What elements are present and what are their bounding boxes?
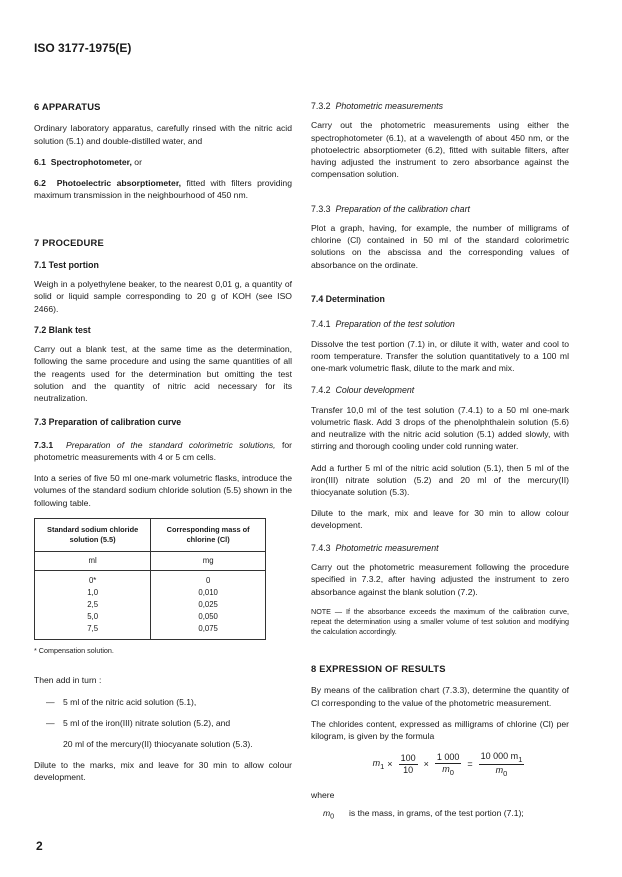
section-8-body2: The chlorides content, expressed as milligrams of chlorine (Cl) per kilogram, is given by the formula — [311, 718, 569, 741]
section-7-4-2-body1: Transfer 10,0 ml of the test solution (7.4.1) to a 50 ml one-mark volumetric flask. Add 3 drops of the phenolphthalein solution (5.6) and neutralize with the nitric acid solution (5.1) added slowly, with stirring and thorough cooling under cold running water. — [311, 404, 569, 452]
formula-times: × — [423, 759, 429, 770]
table-header-ml: Standard sodium chloride solution (5.5) — [35, 518, 151, 551]
section-8-body1: By means of the calibration chart (7.3.3), determine the quantity of Cl corresponding to the value of the photometric measurement. — [311, 685, 569, 708]
section-7-4-3-body: Carry out the photometric measurement following the procedure specified in 7.3.2, after having adjusted the instrument to zero absorbance against the blank solution (7.2). — [311, 562, 569, 597]
section-7-3-2-name: Photometric measurements — [335, 101, 444, 111]
section-7-3-1-body2: Into a series of five 50 ml one-mark volumetric flasks, introduce the volumes of the standard sodium chloride solution (5.5) shown in the following table. — [34, 473, 292, 508]
section-7-4-title: 7.4 Determination — [311, 293, 385, 304]
section-6-title: 6 APPARATUS — [34, 101, 101, 112]
list-item — [34, 717, 292, 729]
section-7-2-title: 7.2 Blank test — [34, 324, 91, 335]
table-cell: 7,5 — [87, 624, 99, 634]
where-label: where — [311, 789, 335, 800]
formula-m1-symbol: m — [372, 758, 381, 769]
table-cell: 5,0 — [87, 612, 99, 622]
list-item-text: 5 ml of the nitric acid solution (5.1), — [63, 696, 197, 707]
table-unit-mg: mg — [151, 551, 266, 570]
section-7-4-2-number: 7.4.2 — [311, 385, 331, 396]
section-7-3-title: 7.3 Preparation of calibration curve — [34, 417, 182, 428]
where-symbol-subscript: 0 — [330, 812, 335, 821]
table-cell: 0* — [88, 575, 97, 585]
where-description: is the mass, in grams, of the test portion (7.1); — [349, 807, 524, 818]
table-cell: 0 — [205, 575, 211, 585]
section-7-3-3-body: Plot a graph, having, for example, the number of milligrams of chlorine (Cl) contained in 50 ml of the standard colorimetric solutions on the abscissa and the corresponding values of absorbance on the ordinate. — [311, 222, 569, 270]
table-column-ml — [35, 570, 151, 639]
table-cell: 2,5 — [87, 599, 99, 609]
section-6-intro: Ordinary laboratory apparatus, carefully rinsed with the nitric acid solution (5.1) and double-distilled water, and — [34, 123, 292, 146]
fraction-denominator-symbol: m — [442, 764, 450, 775]
fraction-denominator — [440, 764, 456, 777]
formula-m1 — [373, 757, 385, 772]
section-6-2-title: Photoelectric absorptiometer, — [56, 177, 182, 188]
section-7-3-1-number: 7.3.1 — [34, 439, 54, 450]
table-cell: 0,025 — [198, 599, 218, 609]
section-7-4-1-number: 7.4.1 — [311, 319, 331, 330]
where-symbol-letter: m — [323, 807, 331, 818]
section-7-1-body: Weigh in a polyethylene beaker, to the nearest 0,01 g, a quantity of solid or liquid sample corresponding to 20 g of KOH (see ISO 2466). — [34, 279, 292, 314]
note-text: NOTE — If the absorbance exceeds the maximum of the calibration curve, repeat the determination using a smaller volume of test solution and modifying the calculation accordingly. — [311, 606, 569, 636]
formula-times: × — [387, 759, 393, 770]
section-7-4-3-name: Photometric measurement — [335, 542, 439, 553]
table-header-mg: Corresponding mass of chlorine (Cl) — [151, 518, 266, 551]
list-item-text: 20 ml of the mercury(II) thiocyanate solution (5.3). — [63, 739, 253, 750]
page-number: 2 — [36, 839, 43, 853]
fraction-numerator-text: 10 000 m — [480, 751, 519, 762]
where-definition — [323, 807, 569, 822]
section-7-4-1-name: Preparation of the test solution — [335, 319, 455, 330]
table-footnote: * Compensation solution. — [34, 646, 114, 656]
formula-fraction-2 — [435, 752, 462, 777]
section-7-4-1-title — [311, 318, 569, 330]
right-column — [311, 100, 569, 822]
fraction-denominator-subscript: 0 — [503, 769, 508, 779]
table-unit-ml: ml — [35, 551, 151, 570]
dilute-text: Dilute to the marks, mix and leave for 30 min to allow colour development. — [34, 760, 292, 783]
section-7-3-3-number: 7.3.3 — [311, 203, 331, 214]
fraction-numerator — [479, 751, 525, 765]
table-cell: 0,075 — [198, 624, 218, 634]
dash-mark: — — [46, 696, 55, 707]
section-7-title: 7 PROCEDURE — [34, 237, 104, 249]
section-7-3-3-title — [311, 203, 569, 215]
then-intro: Then add in turn : — [34, 675, 102, 686]
dash-mark: — — [46, 717, 55, 728]
table-cell: 0,050 — [198, 612, 218, 622]
section-8-title: 8 EXPRESSION OF RESULTS — [311, 663, 446, 675]
chloride-formula — [331, 751, 569, 778]
section-6-1 — [34, 156, 292, 168]
section-6-1-tail: or — [131, 156, 142, 167]
section-6-2-body: fitted with filters providing maximum transmission in the neighbourhood of 450 nm. — [34, 177, 292, 201]
section-7-3-1-body: for photometric measurements with 4 or 5 cm cells. — [34, 439, 292, 462]
fraction-numerator-subscript: 1 — [518, 754, 523, 764]
formula-fraction-3 — [479, 751, 525, 778]
section-7-2-body: Carry out a blank test, at the same time as the determination, following the same procedure and using the same quantities of all the reagents used for the determination but omitting the test solution and the quantity of nitric acid necessary for its neutralization. — [34, 344, 292, 404]
document-header: ISO 3177-1975(E) — [34, 41, 132, 55]
formula-equals: = — [467, 759, 473, 770]
fraction-denominator-symbol: m — [495, 765, 504, 776]
fraction-denominator — [494, 765, 510, 778]
section-7-3-2-title — [311, 100, 569, 112]
fraction-denominator: 10 — [403, 765, 414, 776]
section-7-4-2-title — [311, 384, 569, 396]
where-symbol — [323, 807, 349, 822]
calibration-table — [34, 518, 266, 640]
section-7-3-2-body: Carry out the photometric measurements using either the spectrophotometer (6.1), at a wavelength of about 450 nm, or the photoelectric absorptiometer (6.2), fitted with suitable filters, after having adjusted the instrument to zero absorbance against the compensation solution. — [311, 120, 569, 180]
section-6-1-title: Spectrophotometer, — [50, 156, 132, 167]
table-column-mg — [151, 570, 266, 639]
section-7-3-1 — [34, 439, 292, 463]
fraction-denominator-subscript: 0 — [449, 768, 454, 778]
list-item — [34, 696, 292, 708]
list-item-text: 5 ml of the iron(III) nitrate solution (5.2), and — [63, 717, 231, 728]
fraction-numerator: 100 — [399, 753, 418, 765]
table-cell: 1,0 — [87, 587, 99, 597]
section-7-4-2-body3: Dilute to the mark, mix and leave for 30 min to allow colour development. — [311, 508, 569, 531]
section-7-3-3-name: Preparation of the calibration chart — [335, 203, 470, 214]
section-7-3-1-title: Preparation of the standard colorimetric solutions, — [66, 439, 276, 450]
fraction-numerator: 1 000 — [435, 752, 462, 764]
section-7-4-1-body: Dissolve the test portion (7.1) in, or dilute it with, water and cool to room temperature. Transfer the solution quantitatively to a 100 ml one-mark volumetric flask, dilute to the mark and mix. — [311, 338, 569, 374]
section-6-1-number: 6.1 — [34, 156, 46, 167]
section-7-1-title: 7.1 Test portion — [34, 259, 99, 270]
section-7-4-3-title — [311, 542, 569, 554]
table-cell: 0,010 — [198, 587, 218, 597]
section-7-4-2-body2: Add a further 5 ml of the nitric acid solution (5.1), then 5 ml of the iron(III) nitrate solution (5.2) and 20 ml of the mercury(II) thiocyanate solution (5.3). — [311, 462, 569, 498]
formula-m1-subscript: 1 — [380, 761, 385, 771]
section-7-4-2-name: Colour development — [335, 385, 415, 396]
left-column — [34, 100, 292, 793]
section-6-2-number: 6.2 — [34, 177, 46, 188]
list-item — [34, 738, 292, 750]
reagent-list — [34, 696, 292, 751]
section-7-3-2-number: 7.3.2 — [311, 101, 331, 111]
section-6-2 — [34, 177, 292, 201]
section-7-4-3-number: 7.4.3 — [311, 542, 331, 553]
formula-fraction-1 — [399, 753, 418, 777]
